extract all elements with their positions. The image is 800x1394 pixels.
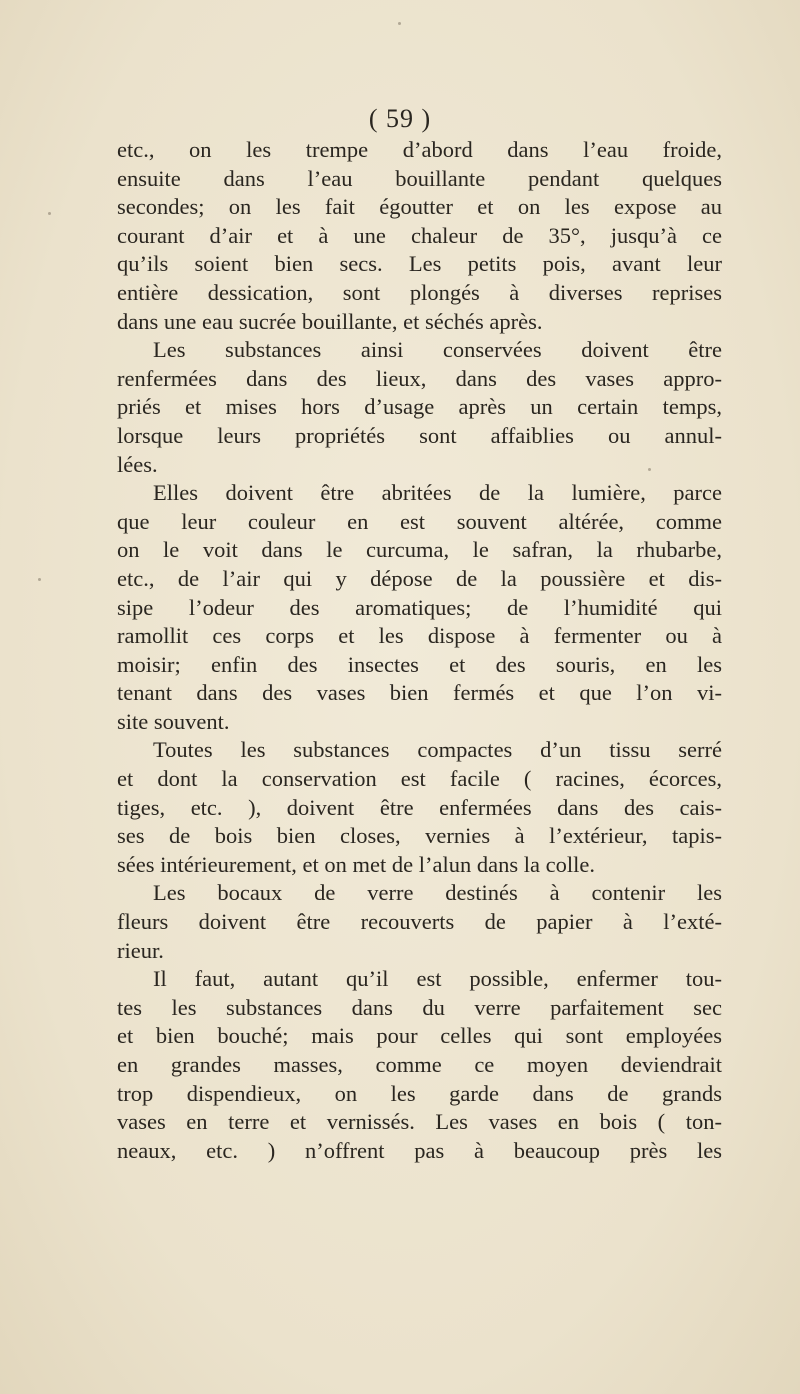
text-line: moisir; enfin des insectes et des souris, en les xyxy=(117,651,722,677)
text-line: sées intérieurement, et on met de l’alun dans la colle. xyxy=(117,851,595,877)
text-line: site souvent. xyxy=(117,708,230,734)
paper-speck xyxy=(38,578,41,581)
text-line: tenant dans des vases bien fermés et que l’on vi- xyxy=(117,680,722,706)
paper-speck xyxy=(48,212,51,215)
text-line: et dont la conservation est facile ( racines, écorces, xyxy=(117,766,722,792)
text-line: et bien bouché; mais pour celles qui sont employées xyxy=(117,1023,722,1049)
text-line: vases en terre et vernissés. Les vases en bois ( ton- xyxy=(117,1109,722,1135)
text-line: rieur. xyxy=(117,937,164,963)
text-line: Les substances ainsi conservées doivent être xyxy=(153,337,722,363)
text-line: ramollit ces corps et les dispose à fermenter ou à xyxy=(117,623,722,649)
text-line: tes les substances dans du verre parfaitement sec xyxy=(117,994,722,1020)
text-line: que leur couleur en est souvent altérée, comme xyxy=(117,508,722,534)
text-line: Toutes les substances compactes d’un tissu serré xyxy=(153,737,722,763)
text-line: ensuite dans l’eau bouillante pendant quelques xyxy=(117,165,722,191)
paper-speck xyxy=(398,22,401,25)
text-line: neaux, etc. ) n’offrent pas à beaucoup près les xyxy=(117,1137,722,1163)
text-line: courant d’air et à une chaleur de 35°, jusqu’à ce xyxy=(117,222,722,248)
text-line: qu’ils soient bien secs. Les petits pois, avant leur xyxy=(117,251,722,277)
text-line: tiges, etc. ), doivent être enfermées dans des cais- xyxy=(117,794,722,820)
text-line: entière dessication, sont plongés à diverses reprises xyxy=(117,279,722,305)
text-line: lées. xyxy=(117,451,158,477)
text-line: priés et mises hors d’usage après un certain temps, xyxy=(117,394,722,420)
text-line: lorsque leurs propriétés sont affaiblies ou annul- xyxy=(117,422,722,448)
text-line: sipe l’odeur des aromatiques; de l’humidité qui xyxy=(117,594,722,620)
page-number: ( 59 ) xyxy=(368,104,432,133)
text-line: dans une eau sucrée bouillante, et séchés après. xyxy=(117,308,543,334)
body-text xyxy=(117,136,722,1165)
text-line: trop dispendieux, on les garde dans de grands xyxy=(117,1080,722,1106)
text-line: secondes; on les fait égoutter et on les expose au xyxy=(117,194,722,220)
text-line: renfermées dans des lieux, dans des vases appro- xyxy=(117,365,722,391)
text-line: on le voit dans le curcuma, le safran, la rhubarbe, xyxy=(117,537,722,563)
text-line: Il faut, autant qu’il est possible, enfermer tou- xyxy=(153,966,722,992)
text-line: etc., on les trempe d’abord dans l’eau froide, xyxy=(117,137,722,162)
text-line: etc., de l’air qui y dépose de la poussière et dis- xyxy=(117,565,722,591)
text-line: Les bocaux de verre destinés à contenir les xyxy=(153,880,722,906)
text-line: en grandes masses, comme ce moyen deviendrait xyxy=(117,1052,722,1077)
text-line: fleurs doivent être recouverts de papier à l’exté- xyxy=(117,909,722,935)
text-line: ses de bois bien closes, vernies à l’extérieur, tapis- xyxy=(117,823,722,849)
text-line: Elles doivent être abritées de la lumière, parce xyxy=(153,480,722,506)
